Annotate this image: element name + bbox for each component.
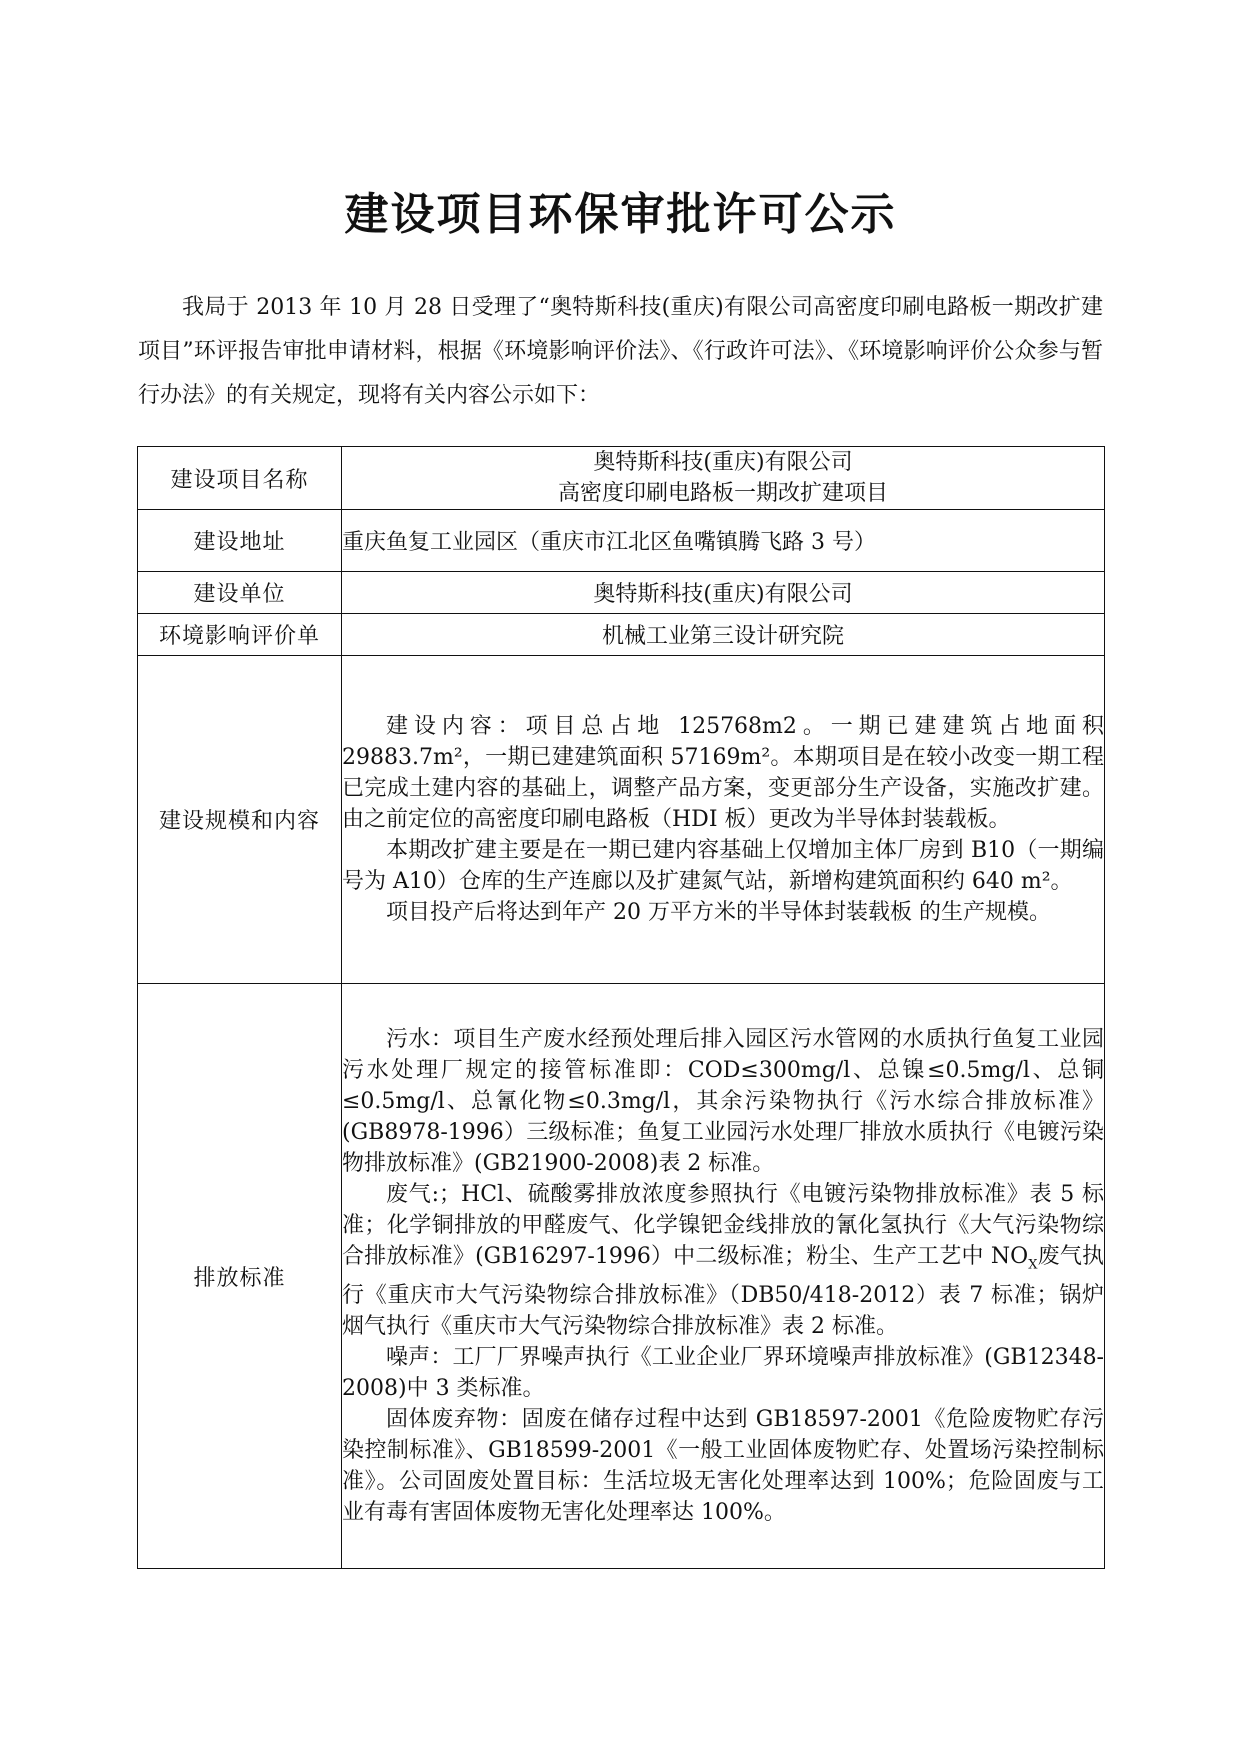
page-title: 建设项目环保审批许可公示 — [344, 189, 897, 240]
project-name-line1: 奥特斯科技(重庆)有限公司 — [593, 450, 853, 475]
exhaust-text-part1: 废气:；HCl、硫酸雾排放浓度参照执行《电镀污染物排放标准》表 5 标准；化学铜排放的甲醛废气、化学镍钯金线排放的氰化氢执行《大气污染物综合排放标准》(GB16297-1996）中二级标准；粉尘、生产工艺中 NO — [342, 1181, 1104, 1269]
project-info-table — [137, 446, 1105, 1569]
intro-paragraph: 我局于 2013 年 10 月 28 日受理了“奥特斯科技(重庆)有限公司高密度印刷电路板一期改扩建项目”环评报告审批申请材料，根据《环境影响评价法》、《行政许可法》、《环境影响评价公众参与暂行办法》的有关规定，现将有关内容公示如下： — [138, 295, 1103, 408]
unit-value: 奥特斯科技(重庆)有限公司 — [342, 572, 1105, 614]
eia-unit-label: 环境影响评价单 — [138, 614, 342, 656]
scale-paragraph: 建设内容：项目总占地 125768m2。一期已建建筑占地面积 29883.7m²，一期已建建筑面积 57169m²。本期项目是在较小改变一期工程已完成土建内容的基础上，调整产品方案，变更部分生产设备，实施改扩建。由之前定位的高密度印刷电路板（HDI 板）更改为半导体封装载板。 — [342, 714, 1104, 832]
project-name-value — [342, 447, 1105, 510]
table-row — [138, 656, 1105, 984]
table-row — [138, 510, 1105, 572]
project-name-label: 建设项目名称 — [138, 447, 342, 510]
wastewater-paragraph: 污水：项目生产废水经预处理后排入园区污水管网的水质执行鱼复工业园污水处理厂规定的接管标准即：COD≤300mg/l、总镍≤0.5mg/l、总铜≤0.5mg/l、总氰化物≤0.3mg/l，其余污染物执行《污水综合排放标准》(GB8978-1996）三级标准；鱼复工业园污水处理厂排放水质执行《电镀污染物排放标准》(GB21900-2008)表 2 标准。 — [342, 1026, 1104, 1176]
standards-value — [342, 984, 1105, 1569]
unit-label: 建设单位 — [138, 572, 342, 614]
standards-label: 排放标准 — [138, 984, 342, 1569]
eia-unit-value: 机械工业第三设计研究院 — [342, 614, 1105, 656]
scale-paragraph: 项目投产后将达到年产 20 万平方米的半导体封装载板 的生产规模。 — [386, 900, 1051, 925]
scale-paragraph: 本期改扩建主要是在一期已建内容基础上仅增加主体厂房到 B10（一期编号为 A10）仓库的生产连廊以及扩建氮气站，新增构建筑面积约 640 m²。 — [342, 838, 1104, 894]
table-row — [138, 984, 1105, 1569]
table-row — [138, 614, 1105, 656]
table-row — [138, 572, 1105, 614]
address-value: 重庆鱼复工业园区（重庆市江北区鱼嘴镇腾飞路 3 号） — [342, 510, 1105, 572]
project-name-line2: 高密度印刷电路板一期改扩建项目 — [557, 481, 888, 506]
exhaust-paragraph — [342, 1179, 1104, 1342]
scale-label: 建设规模和内容 — [138, 656, 342, 984]
scale-value — [342, 656, 1105, 984]
exhaust-text-part2: 废气执行《重庆市大气污染物综合排放标准》（DB50/418-2012）表 7 标准；锅炉烟气执行《重庆市大气污染物综合排放标准》表 2 标准。 — [342, 1243, 1104, 1340]
table-row — [138, 447, 1105, 510]
noise-paragraph: 噪声：工厂厂界噪声执行《工业企业厂界环境噪声排放标准》(GB12348-2008)中 3 类标准。 — [342, 1345, 1104, 1402]
solid-waste-paragraph: 固体废弃物：固废在储存过程中达到 GB18597-2001《危险废物贮存污染控制标准》、GB18599-2001《一般工业固体废物贮存、处置场污染控制标准》。公司固废处置目标：生活垃圾无害化处理率达到 100%；危险固废与工业有毒有害固体废物无害化处理率达 100%。 — [342, 1407, 1104, 1526]
address-label: 建设地址 — [138, 510, 342, 572]
nox-subscript: X — [1028, 1257, 1038, 1273]
